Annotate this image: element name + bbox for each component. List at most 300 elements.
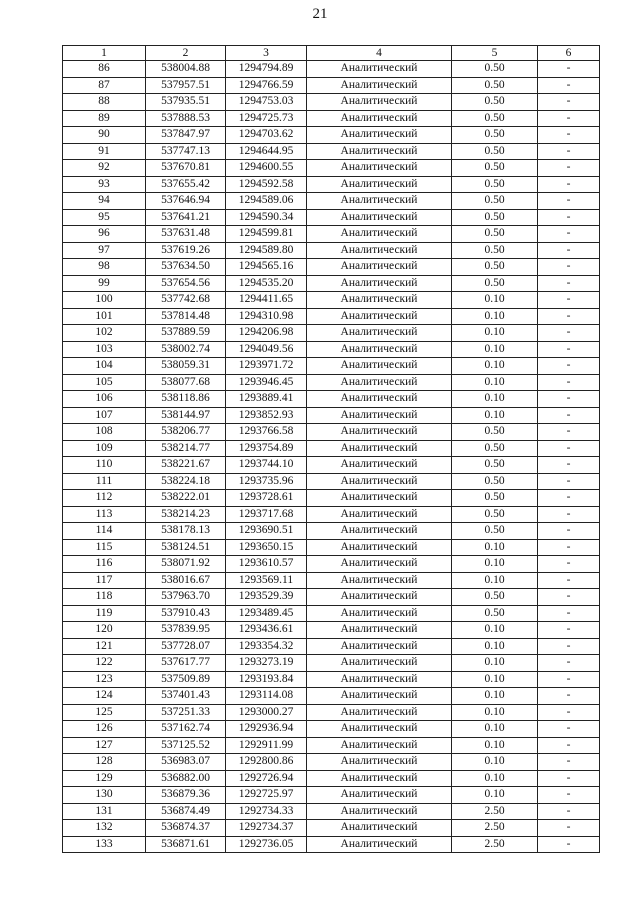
point-number-cell: 123 [63,671,146,688]
table-body [63,61,600,853]
y-coordinate-cell: 1293754.89 [226,440,307,457]
description-cell: - [538,292,600,309]
method-cell: Аналитический [307,94,452,111]
table-row [63,176,600,193]
point-number-cell: 112 [63,490,146,507]
accuracy-cell: 0.10 [452,704,538,721]
point-number-cell: 126 [63,721,146,738]
description-cell: - [538,803,600,820]
method-cell: Аналитический [307,473,452,490]
accuracy-cell: 2.50 [452,820,538,837]
y-coordinate-cell: 1293971.72 [226,358,307,375]
description-cell: - [538,358,600,375]
table-row [63,589,600,606]
method-cell: Аналитический [307,176,452,193]
x-coordinate-cell: 537251.33 [146,704,226,721]
accuracy-cell: 0.10 [452,770,538,787]
x-coordinate-cell: 536871.61 [146,836,226,853]
description-cell: - [538,94,600,111]
coordinates-table [62,45,600,853]
description-cell: - [538,572,600,589]
point-number-cell: 124 [63,688,146,705]
accuracy-cell: 0.10 [452,572,538,589]
accuracy-cell: 0.10 [452,358,538,375]
description-cell: - [538,259,600,276]
accuracy-cell: 0.50 [452,160,538,177]
y-coordinate-cell: 1293889.41 [226,391,307,408]
point-number-cell: 91 [63,143,146,160]
table-row [63,506,600,523]
point-number-cell: 130 [63,787,146,804]
description-cell: - [538,391,600,408]
accuracy-cell: 0.50 [452,127,538,144]
y-coordinate-cell: 1294766.59 [226,77,307,94]
x-coordinate-cell: 538221.67 [146,457,226,474]
accuracy-cell: 0.50 [452,94,538,111]
accuracy-cell: 0.10 [452,754,538,771]
x-coordinate-cell: 537935.51 [146,94,226,111]
method-cell: Аналитический [307,490,452,507]
y-coordinate-cell: 1292725.97 [226,787,307,804]
accuracy-cell: 0.10 [452,787,538,804]
method-cell: Аналитический [307,275,452,292]
y-coordinate-cell: 1294753.03 [226,94,307,111]
point-number-cell: 102 [63,325,146,342]
table-row [63,440,600,457]
table-row [63,523,600,540]
point-number-cell: 88 [63,94,146,111]
point-number-cell: 95 [63,209,146,226]
table-row [63,457,600,474]
x-coordinate-cell: 538214.23 [146,506,226,523]
point-number-cell: 107 [63,407,146,424]
accuracy-cell: 2.50 [452,803,538,820]
method-cell: Аналитический [307,506,452,523]
method-cell: Аналитический [307,209,452,226]
point-number-cell: 90 [63,127,146,144]
accuracy-cell: 0.10 [452,374,538,391]
method-cell: Аналитический [307,110,452,127]
point-number-cell: 115 [63,539,146,556]
method-cell: Аналитический [307,325,452,342]
x-coordinate-cell: 538214.77 [146,440,226,457]
accuracy-cell: 0.50 [452,143,538,160]
accuracy-cell: 0.50 [452,176,538,193]
accuracy-cell: 0.50 [452,259,538,276]
description-cell: - [538,374,600,391]
point-number-cell: 125 [63,704,146,721]
point-number-cell: 106 [63,391,146,408]
point-number-cell: 119 [63,605,146,622]
method-cell: Аналитический [307,638,452,655]
x-coordinate-cell: 537889.59 [146,325,226,342]
method-cell: Аналитический [307,143,452,160]
point-number-cell: 122 [63,655,146,672]
description-cell: - [538,770,600,787]
accuracy-cell: 0.50 [452,424,538,441]
description-cell: - [538,490,600,507]
method-cell: Аналитический [307,754,452,771]
header-row [63,46,600,61]
table-row [63,556,600,573]
method-cell: Аналитический [307,820,452,837]
accuracy-cell: 0.50 [452,242,538,259]
column-header-point-number: 1 [63,46,146,61]
table-row [63,737,600,754]
x-coordinate-cell: 537888.53 [146,110,226,127]
x-coordinate-cell: 537655.42 [146,176,226,193]
method-cell: Аналитический [307,391,452,408]
accuracy-cell: 0.10 [452,671,538,688]
point-number-cell: 100 [63,292,146,309]
x-coordinate-cell: 537728.07 [146,638,226,655]
y-coordinate-cell: 1292800.86 [226,754,307,771]
x-coordinate-cell: 536983.07 [146,754,226,771]
point-number-cell: 92 [63,160,146,177]
accuracy-cell: 0.50 [452,275,538,292]
x-coordinate-cell: 536879.36 [146,787,226,804]
x-coordinate-cell: 537670.81 [146,160,226,177]
accuracy-cell: 0.10 [452,737,538,754]
method-cell: Аналитический [307,424,452,441]
table-row [63,754,600,771]
description-cell: - [538,539,600,556]
table-row [63,721,600,738]
table-row [63,704,600,721]
x-coordinate-cell: 537747.13 [146,143,226,160]
point-number-cell: 103 [63,341,146,358]
accuracy-cell: 0.50 [452,473,538,490]
description-cell: - [538,523,600,540]
method-cell: Аналитический [307,688,452,705]
x-coordinate-cell: 538124.51 [146,539,226,556]
accuracy-cell: 0.50 [452,440,538,457]
method-cell: Аналитический [307,605,452,622]
point-number-cell: 129 [63,770,146,787]
table-row [63,374,600,391]
method-cell: Аналитический [307,160,452,177]
description-cell: - [538,407,600,424]
accuracy-cell: 0.10 [452,292,538,309]
accuracy-cell: 0.50 [452,506,538,523]
point-number-cell: 94 [63,193,146,210]
x-coordinate-cell: 537910.43 [146,605,226,622]
point-number-cell: 93 [63,176,146,193]
accuracy-cell: 0.10 [452,391,538,408]
x-coordinate-cell: 538224.18 [146,473,226,490]
x-coordinate-cell: 537619.26 [146,242,226,259]
column-header-description: 6 [538,46,600,61]
accuracy-cell: 0.50 [452,589,538,606]
point-number-cell: 120 [63,622,146,639]
description-cell: - [538,556,600,573]
accuracy-cell: 0.10 [452,622,538,639]
table-row [63,490,600,507]
table-row [63,787,600,804]
accuracy-cell: 0.50 [452,523,538,540]
description-cell: - [538,638,600,655]
y-coordinate-cell: 1294590.34 [226,209,307,226]
y-coordinate-cell: 1293717.68 [226,506,307,523]
description-cell: - [538,275,600,292]
y-coordinate-cell: 1294703.62 [226,127,307,144]
method-cell: Аналитический [307,61,452,78]
description-cell: - [538,308,600,325]
point-number-cell: 96 [63,226,146,243]
point-number-cell: 131 [63,803,146,820]
point-number-cell: 109 [63,440,146,457]
y-coordinate-cell: 1294600.55 [226,160,307,177]
x-coordinate-cell: 537617.77 [146,655,226,672]
y-coordinate-cell: 1292734.37 [226,820,307,837]
description-cell: - [538,341,600,358]
method-cell: Аналитический [307,721,452,738]
accuracy-cell: 2.50 [452,836,538,853]
y-coordinate-cell: 1294049.56 [226,341,307,358]
method-cell: Аналитический [307,259,452,276]
table-row [63,94,600,111]
y-coordinate-cell: 1293610.57 [226,556,307,573]
table-row [63,655,600,672]
point-number-cell: 128 [63,754,146,771]
accuracy-cell: 0.50 [452,61,538,78]
accuracy-cell: 0.10 [452,688,538,705]
y-coordinate-cell: 1293852.93 [226,407,307,424]
method-cell: Аналитический [307,407,452,424]
accuracy-cell: 0.10 [452,638,538,655]
y-coordinate-cell: 1292726.94 [226,770,307,787]
method-cell: Аналитический [307,457,452,474]
y-coordinate-cell: 1294599.81 [226,226,307,243]
y-coordinate-cell: 1294589.06 [226,193,307,210]
method-cell: Аналитический [307,737,452,754]
description-cell: - [538,209,600,226]
table-row [63,110,600,127]
x-coordinate-cell: 538016.67 [146,572,226,589]
table-row [63,160,600,177]
point-number-cell: 121 [63,638,146,655]
table-row [63,308,600,325]
page-number: 21 [312,6,328,22]
table-row [63,341,600,358]
x-coordinate-cell: 537641.21 [146,209,226,226]
table-row [63,143,600,160]
point-number-cell: 117 [63,572,146,589]
table-row [63,407,600,424]
method-cell: Аналитический [307,440,452,457]
accuracy-cell: 0.10 [452,721,538,738]
description-cell: - [538,242,600,259]
method-cell: Аналитический [307,193,452,210]
point-number-cell: 87 [63,77,146,94]
x-coordinate-cell: 538004.88 [146,61,226,78]
description-cell: - [538,820,600,837]
method-cell: Аналитический [307,803,452,820]
table-row [63,622,600,639]
y-coordinate-cell: 1293728.61 [226,490,307,507]
point-number-cell: 89 [63,110,146,127]
description-cell: - [538,721,600,738]
table-row [63,127,600,144]
table-row [63,688,600,705]
table-row [63,671,600,688]
point-number-cell: 113 [63,506,146,523]
y-coordinate-cell: 1293529.39 [226,589,307,606]
table-row [63,242,600,259]
table-row [63,539,600,556]
description-cell: - [538,110,600,127]
method-cell: Аналитический [307,770,452,787]
y-coordinate-cell: 1294725.73 [226,110,307,127]
y-coordinate-cell: 1294794.89 [226,61,307,78]
description-cell: - [538,77,600,94]
description-cell: - [538,457,600,474]
x-coordinate-cell: 537509.89 [146,671,226,688]
table-row [63,836,600,853]
method-cell: Аналитический [307,539,452,556]
method-cell: Аналитический [307,226,452,243]
x-coordinate-cell: 537125.52 [146,737,226,754]
y-coordinate-cell: 1293946.45 [226,374,307,391]
method-cell: Аналитический [307,655,452,672]
accuracy-cell: 0.10 [452,539,538,556]
description-cell: - [538,787,600,804]
accuracy-cell: 0.10 [452,407,538,424]
y-coordinate-cell: 1293650.15 [226,539,307,556]
x-coordinate-cell: 537847.97 [146,127,226,144]
description-cell: - [538,325,600,342]
table-row [63,424,600,441]
description-cell: - [538,671,600,688]
description-cell: - [538,655,600,672]
table-row [63,77,600,94]
y-coordinate-cell: 1292736.05 [226,836,307,853]
point-number-cell: 116 [63,556,146,573]
description-cell: - [538,160,600,177]
x-coordinate-cell: 536874.37 [146,820,226,837]
x-coordinate-cell: 537646.94 [146,193,226,210]
accuracy-cell: 0.50 [452,193,538,210]
method-cell: Аналитический [307,77,452,94]
description-cell: - [538,61,600,78]
y-coordinate-cell: 1293569.11 [226,572,307,589]
y-coordinate-cell: 1294206.98 [226,325,307,342]
accuracy-cell: 0.50 [452,457,538,474]
table-row [63,292,600,309]
accuracy-cell: 0.50 [452,209,538,226]
description-cell: - [538,622,600,639]
x-coordinate-cell: 538222.01 [146,490,226,507]
accuracy-cell: 0.10 [452,325,538,342]
method-cell: Аналитический [307,341,452,358]
y-coordinate-cell: 1293735.96 [226,473,307,490]
method-cell: Аналитический [307,787,452,804]
table-row [63,572,600,589]
column-header-y-coordinate: 3 [226,46,307,61]
method-cell: Аналитический [307,523,452,540]
method-cell: Аналитический [307,589,452,606]
method-cell: Аналитический [307,358,452,375]
method-cell: Аналитический [307,242,452,259]
x-coordinate-cell: 538059.31 [146,358,226,375]
x-coordinate-cell: 538144.97 [146,407,226,424]
description-cell: - [538,688,600,705]
y-coordinate-cell: 1292734.33 [226,803,307,820]
accuracy-cell: 0.10 [452,655,538,672]
y-coordinate-cell: 1294535.20 [226,275,307,292]
point-number-cell: 86 [63,61,146,78]
description-cell: - [538,704,600,721]
table-header [63,46,600,61]
y-coordinate-cell: 1293744.10 [226,457,307,474]
table-row [63,391,600,408]
y-coordinate-cell: 1293766.58 [226,424,307,441]
description-cell: - [538,754,600,771]
description-cell: - [538,176,600,193]
description-cell: - [538,473,600,490]
accuracy-cell: 0.50 [452,77,538,94]
point-number-cell: 132 [63,820,146,837]
y-coordinate-cell: 1292911.99 [226,737,307,754]
description-cell: - [538,605,600,622]
method-cell: Аналитический [307,556,452,573]
table-row [63,820,600,837]
point-number-cell: 104 [63,358,146,375]
point-number-cell: 133 [63,836,146,853]
description-cell: - [538,836,600,853]
point-number-cell: 101 [63,308,146,325]
x-coordinate-cell: 538206.77 [146,424,226,441]
x-coordinate-cell: 538002.74 [146,341,226,358]
description-cell: - [538,193,600,210]
table-row [63,473,600,490]
y-coordinate-cell: 1294644.95 [226,143,307,160]
table-row [63,803,600,820]
y-coordinate-cell: 1293489.45 [226,605,307,622]
x-coordinate-cell: 537814.48 [146,308,226,325]
method-cell: Аналитический [307,836,452,853]
y-coordinate-cell: 1293690.51 [226,523,307,540]
x-coordinate-cell: 538071.92 [146,556,226,573]
method-cell: Аналитический [307,572,452,589]
method-cell: Аналитический [307,671,452,688]
accuracy-cell: 0.50 [452,490,538,507]
point-number-cell: 99 [63,275,146,292]
table-row [63,638,600,655]
method-cell: Аналитический [307,292,452,309]
description-cell: - [538,424,600,441]
y-coordinate-cell: 1293000.27 [226,704,307,721]
table-row [63,193,600,210]
description-cell: - [538,143,600,160]
x-coordinate-cell: 538118.86 [146,391,226,408]
point-number-cell: 111 [63,473,146,490]
x-coordinate-cell: 537631.48 [146,226,226,243]
x-coordinate-cell: 537654.56 [146,275,226,292]
x-coordinate-cell: 538178.13 [146,523,226,540]
x-coordinate-cell: 537401.43 [146,688,226,705]
description-cell: - [538,737,600,754]
method-cell: Аналитический [307,127,452,144]
y-coordinate-cell: 1293354.32 [226,638,307,655]
description-cell: - [538,127,600,144]
method-cell: Аналитический [307,622,452,639]
y-coordinate-cell: 1294592.58 [226,176,307,193]
y-coordinate-cell: 1293114.08 [226,688,307,705]
y-coordinate-cell: 1293436.61 [226,622,307,639]
table-row [63,61,600,78]
method-cell: Аналитический [307,308,452,325]
